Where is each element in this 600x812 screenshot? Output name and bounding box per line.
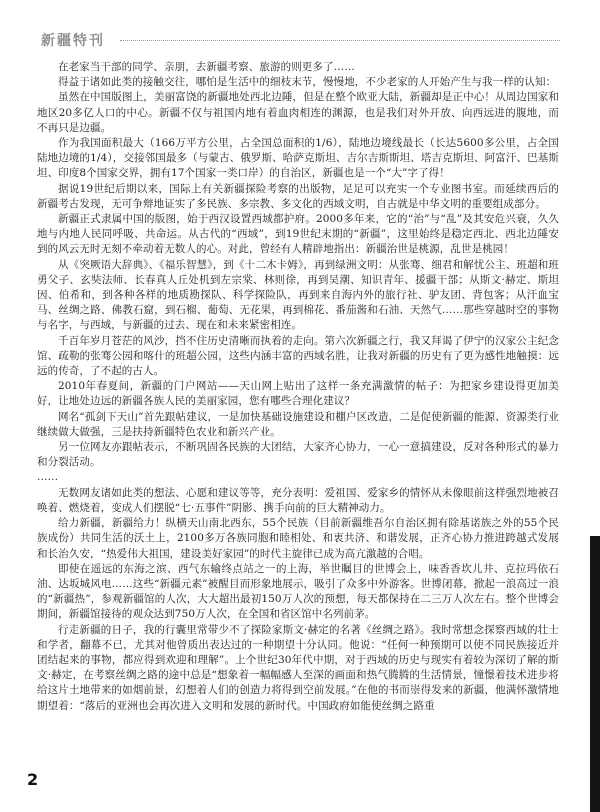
paragraph: 从《突厥语大辞典》、《福乐智慧》，到《十二木卡姆》，再到绿洲文明：从张骞、细君和解忧公主、班超和班勇父子、玄奘法师、长春真人丘处机到左宗棠、林则徐，再到吴潮、知识青年、援疆干部；从斯文·赫定、斯坦因、伯希和，到各种各样的地质勘探队、科学探险队，再到来自海内外的旅行社、驴友团、背包客；从汗血宝马、丝绸之路、佛教石窟，到石榴、葡萄、无花果，再到棉花、番茄酱和石油、天然气……那些穿越时空的事物与名字，与西域，与新疆的过去、现在和未来紧密相连。 (37, 258, 559, 332)
paragraph: 给力新疆，新疆给力！纵横天山南北西东，55个民族（目前新疆维吾尔自治区拥有除基诺族之外的55个民族成份）共同生活的沃土上，2100多万各族同胞和睦相处、和衷共济、和谐发展，正齐心协力推进跨越式发展和长治久安，“热爱伟大祖国，建设美好家园”的时代主旋律已成为高亢激越的合唱。 (37, 517, 559, 560)
paragraph: 得益于诸如此类的接触交往，哪怕是生活中的细枝末节，慢慢地，不少老家的人开始产生与我一样的认知： (58, 76, 557, 89)
paragraph: 即使在遥远的东海之滨、西气东输终点站之一的上海，举世瞩目的世博会上，味香香坎儿井、克拉玛依石油、达坂城风电……这些“新疆元素”被醒目而形象地展示，吸引了众多中外游客。世博闭幕，掀起一浪高过一浪的“新疆热”，参观新疆馆的人次，大大超出最初150万人次的预想，每天都保持在二三万人次左右。整个世博会期间，新疆馆接待的观众达到750万人次，在全国和省区馆中名列前茅。 (37, 562, 559, 621)
header-dotted-rule (120, 40, 560, 41)
paragraph: 据说19世纪后期以来，国际上有关新疆探险考察的出版物，足足可以充实一个专业图书室。而延续西后的新疆考古发现，无可争辩地证实了多民族、多宗教、多文化的西域文明，自古就是中华文明的重要组成部分。 (37, 182, 559, 210)
paragraph: 千百年岁月苍茫的风沙，挡不住历史清晰而执着的走向。第六次新疆之行，我又拜谒了伊宁的汉家公主纪念馆、疏勒的张骞公园和喀什的班超公园，这些内涵丰富的西域名胜，让我对新疆的历史有了更为感性地触摸：远远的传奇，了不起的古人。 (37, 334, 559, 378)
paragraph: 行走新疆的日子，我的行囊里常带少不了探险家斯文·赫定的名著《丝绸之路》。我时常想念探察西域的壮士和学者，翻幕不已，尤其对他曾质出表达过的一种期望十分认同。他说：“任何一种预期可以使不同民族接近并团结起来的事物，都应得到欢迎和理解”。上个世纪30年代中期，对于西域的历史与现实有着较为深切了解的斯文·赫定，在考察丝绸之路的途中总是“想象着一幅幅感人至深的画面和热气腾腾的生活情景，憧憬着技术进步将给这片土地带来的如烟前景，幻想着人们的创造力将得到空前发展。”在他的书而崇得发来的新疆，他满怀激情地期望着：“落后的亚洲也会再次进入文明和发展的新时代。中国政府如能使丝绸之路重 (37, 623, 559, 712)
article-body (37, 60, 559, 772)
paragraph: 虽然在中国版图上，美丽富饶的新疆地处西北边陲，但是在整个欧亚大陆，新疆却是正中心！从周边国家和地区20多亿人口的中心。新疆不仅与祖国内地有着血肉相连的渊源，也是我们对外开放、向西远进的腹地，而不再只是边疆。 (37, 91, 559, 134)
page-header (0, 0, 600, 50)
paragraph: 网名“孤剑下天山”首先跟帖建议，一是加快基础设施建设和棚户区改造，二是促使新疆的能源、资源类行业继续做大做强，三是扶持新疆特色农业和新兴产业。 (37, 410, 559, 438)
page-edge-bar (590, 536, 600, 812)
paragraph: 2010年春夏间，新疆的门户网站——天山网上贴出了这样一条充满激情的帖子：为把家乡建设得更加美好，让地处边远的新疆各族人民的美丽家园，您有哪些合理化建议？ (37, 380, 559, 408)
paragraph: 在老家当干部的同学、亲朋，去新疆考察、旅游的则更多了…… (58, 61, 355, 73)
paragraph: 无数网友诸如此类的想法、心愿和建议等等，充分表明：爱祖国、爱家乡的情怀从未像眼前这样强烈地被召唤着、燃烧着，变成人们摆脱“七·五事件”阴影、携手向前的巨大精神动力。 (37, 486, 559, 514)
paragraph: 作为我国面积最大（166万平方公里，占全国总面积的1/6），陆地边境线最长（长达5600多公里，占全国陆地边境的1/4），交接邻国最多（与蒙古、俄罗斯、哈萨克斯坦、吉尔吉斯斯坦、塔吉克斯坦、阿富汗、巴基斯坦、印度8个国家交界，拥有17个国家一类口岸）的自治区，新疆也是一个“大”字了得！ (37, 137, 559, 180)
magazine-section-title: 新疆特刊 (41, 33, 105, 49)
paragraph: 新疆正式隶属中国的版图，始于西汉设置西域都护府。2000多年来，它的“治”与“乱”及其安危兴衰，久久地与内地人民同呼吸、共命运。从古代的“西域”，到19世纪末期的“新疆”，这里始终是稳定西北、西北边陲安到的风云无时无刻不牵动着无数人的心。对此，曾经有人精辟地指出：新疆治世是桃源，乱世是桃园！ (37, 213, 559, 256)
page-number: 2 (27, 770, 39, 789)
paragraph: 另一位网友亦跟帖表示，不断巩固各民族的大团结，大家齐心协力，一心一意搞建设，反对各种形式的暴力和分裂活动。 (37, 441, 559, 469)
ellipsis-separator: …… (37, 471, 59, 484)
